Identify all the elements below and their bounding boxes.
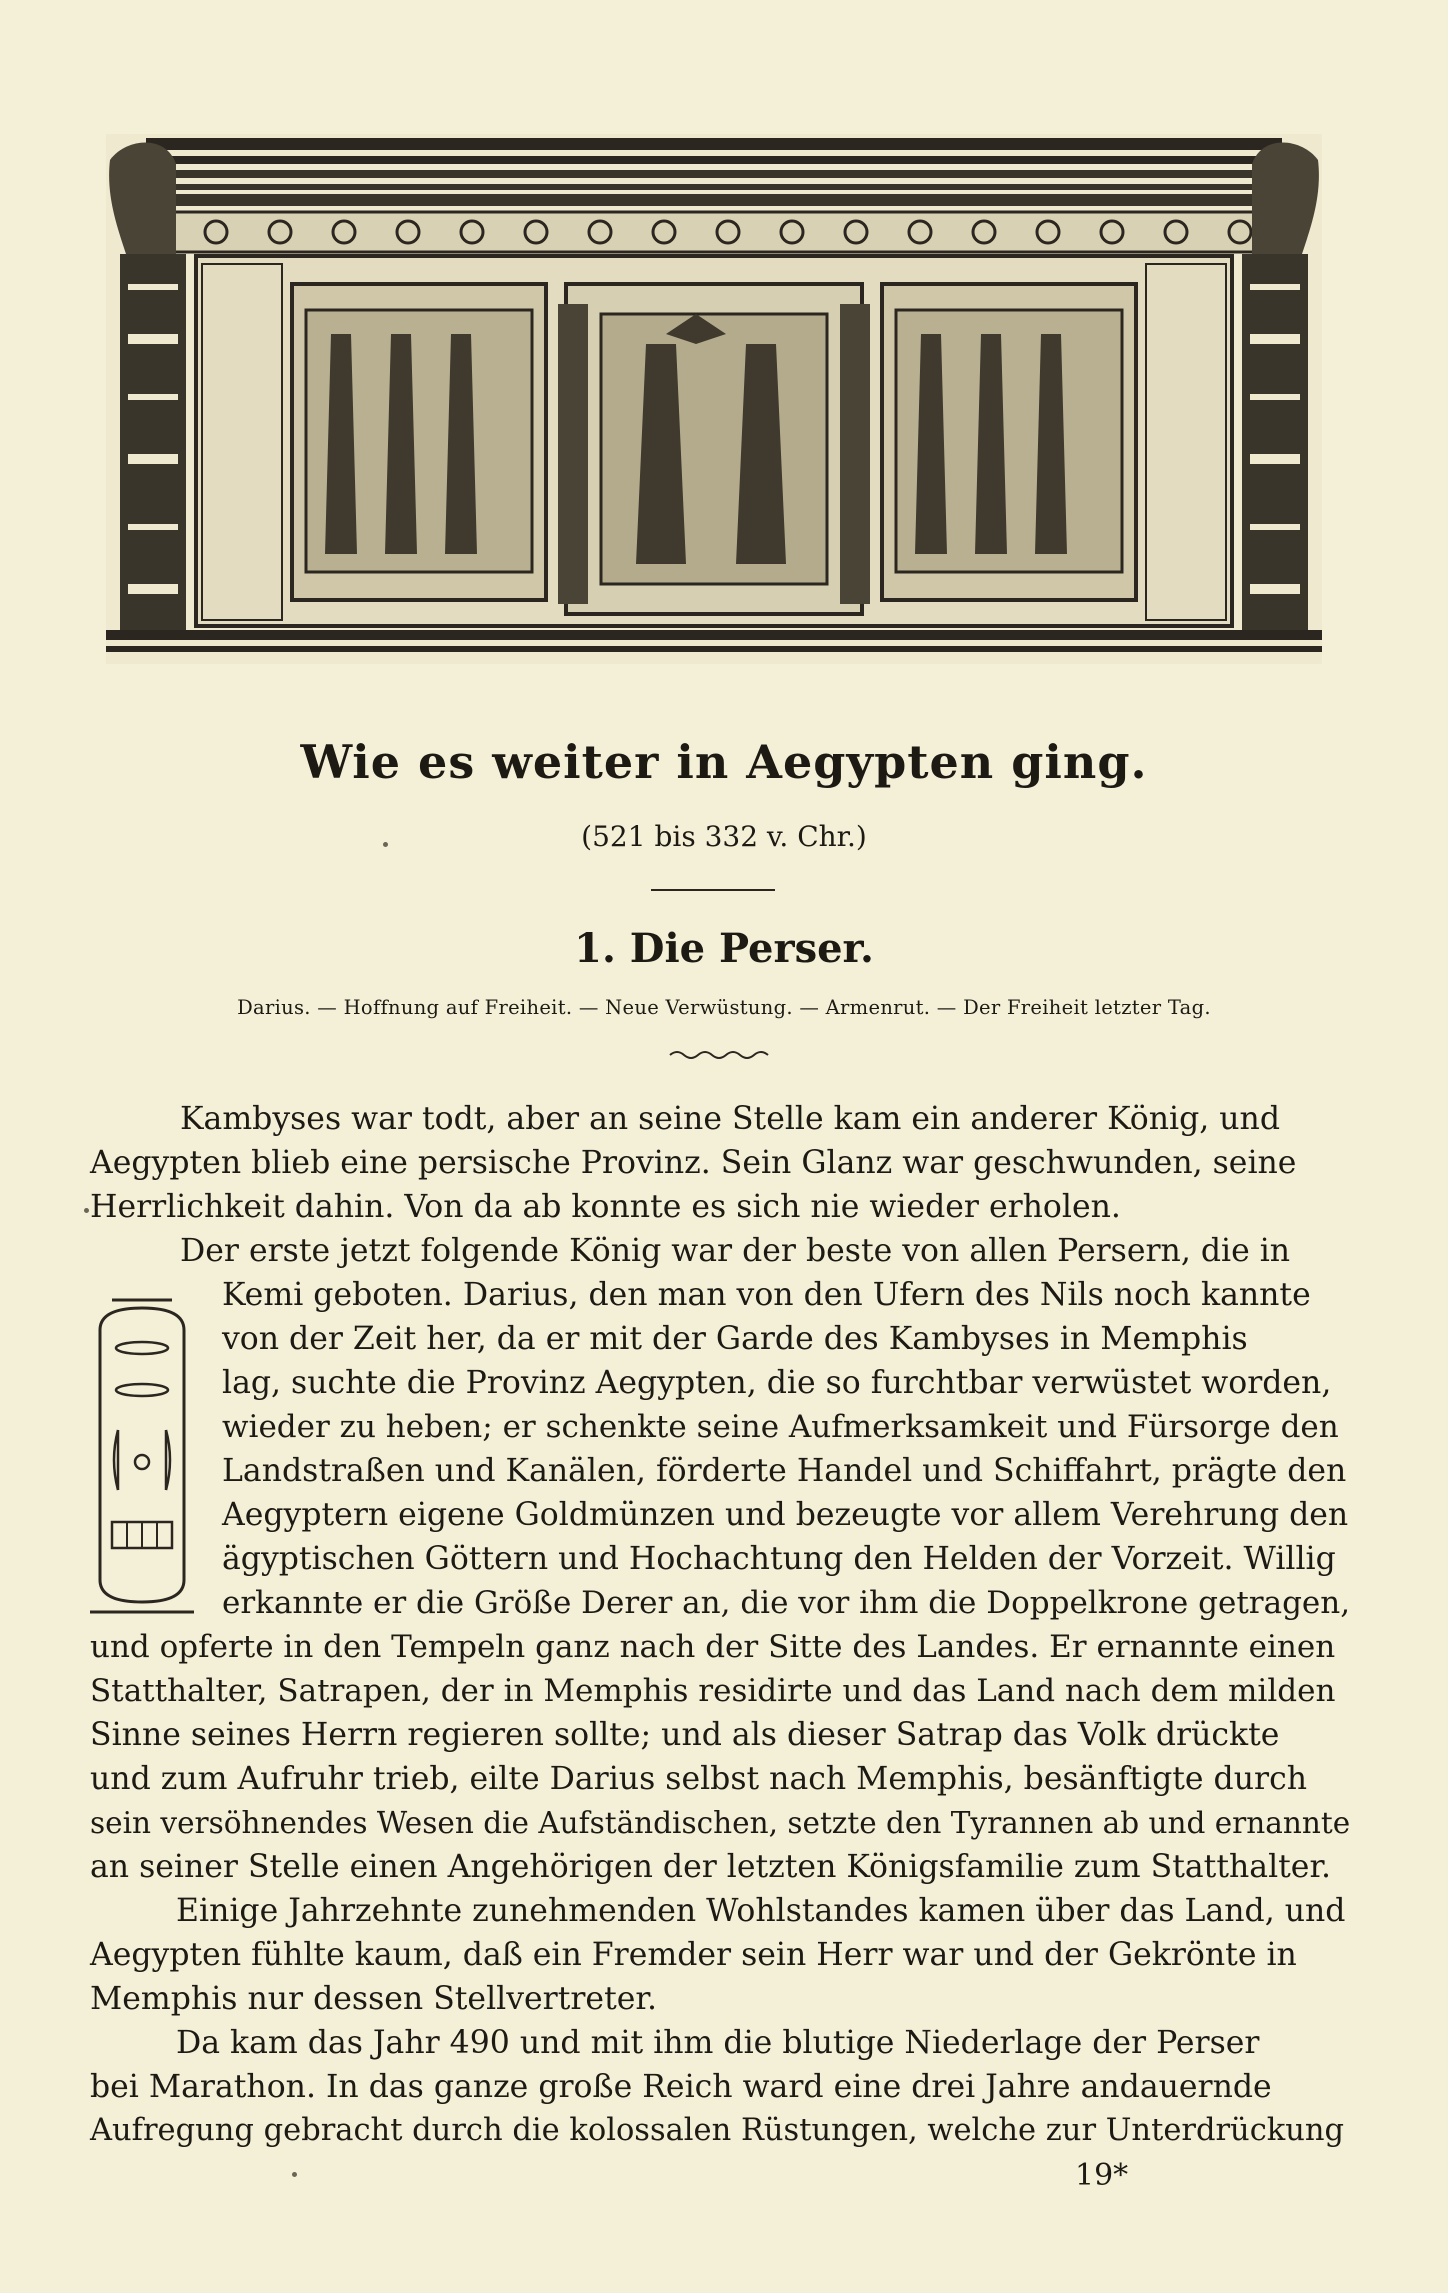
- page-number: 19*: [1075, 2158, 1129, 2193]
- body-line: Aufregung gebracht durch die kolossalen Rüstungen, welche zur Unterdrückung: [90, 2113, 1345, 2148]
- body-line: Da kam das Jahr 490 und mit ihm die blutige Niederlage der Perser: [176, 2025, 1260, 2061]
- body-line: wieder zu heben; er schenkte seine Aufmerksamkeit und Fürsorge den: [222, 1409, 1339, 1445]
- body-line: bei Marathon. In das ganze große Reich ward eine drei Jahre andauernde: [90, 2069, 1272, 2105]
- body-line: erkannte er die Größe Derer an, die vor ihm die Doppelkrone getragen,: [222, 1585, 1351, 1621]
- body-line: ägyptischen Göttern und Hochachtung den Helden der Vorzeit. Willig: [222, 1541, 1336, 1577]
- body-line: an seiner Stelle einen Angehörigen der letzten Königsfamilie zum Statthalter.: [90, 1849, 1332, 1885]
- body-line: Statthalter, Satrapen, der in Memphis residirte und das Land nach dem milden: [90, 1673, 1336, 1709]
- body-line: Einige Jahrzehnte zunehmenden Wohlstandes kamen über das Land, und: [176, 1893, 1346, 1929]
- print-speck: [84, 1208, 89, 1213]
- title-divider: [651, 889, 775, 891]
- body-line: Aegyptern eigene Goldmünzen und bezeugte vor allem Verehrung den: [222, 1497, 1349, 1533]
- body-line: sein versöhnendes Wesen die Aufständischen, setzte den Tyrannen ab und ernannte: [90, 1806, 1351, 1840]
- body-line: und zum Aufruhr trieb, eilte Darius selbst nach Memphis, besänftigte durch: [90, 1761, 1307, 1797]
- body-line: lag, suchte die Provinz Aegypten, die so furchtbar verwüstet worden,: [222, 1365, 1332, 1401]
- body-line: Aegypten fühlte kaum, daß ein Fremder sein Herr war und der Gekrönte in: [90, 1937, 1297, 1973]
- ornamental-frieze-illustration: [106, 134, 1322, 664]
- section-heading: 1. Die Perser.: [574, 925, 874, 972]
- print-speck: [383, 842, 388, 847]
- body-line: Der erste jetzt folgende König war der beste von allen Persern, die in: [180, 1233, 1291, 1269]
- body-line: Kemi geboten. Darius, den man von den Ufern des Nils noch kannte: [222, 1277, 1311, 1313]
- chapter-dates: (521 bis 332 v. Chr.): [581, 820, 867, 853]
- body-line: Aegypten blieb eine persische Provinz. Sein Glanz war geschwunden, seine: [90, 1145, 1297, 1181]
- darius-cartouche-illustration: [86, 1290, 198, 1620]
- print-speck: [292, 2172, 297, 2177]
- chapter-title: Wie es weiter in Aegypten ging.: [300, 735, 1148, 789]
- body-line: von der Zeit her, da er mit der Garde des Kambyses in Memphis: [222, 1321, 1248, 1357]
- body-line: Kambyses war todt, aber an seine Stelle kam ein anderer König, und: [180, 1101, 1281, 1137]
- body-line: und opferte in den Tempeln ganz nach der Sitte des Landes. Er ernannte einen: [90, 1629, 1336, 1665]
- body-line: Landstraßen und Kanälen, förderte Handel und Schiffahrt, prägte den: [222, 1453, 1347, 1489]
- body-line: Memphis nur dessen Stellvertreter.: [90, 1981, 657, 2017]
- section-summary: Darius. — Hoffnung auf Freiheit. — Neue Verwüstung. — Armenrut. — Der Freiheit letzter Tag.: [237, 996, 1211, 1019]
- body-line: Sinne seines Herrn regieren sollte; und als dieser Satrap das Volk drückte: [90, 1717, 1280, 1753]
- body-line: Herrlichkeit dahin. Von da ab konnte es sich nie wieder erholen.: [90, 1189, 1121, 1225]
- wavy-ornament: [668, 1048, 772, 1062]
